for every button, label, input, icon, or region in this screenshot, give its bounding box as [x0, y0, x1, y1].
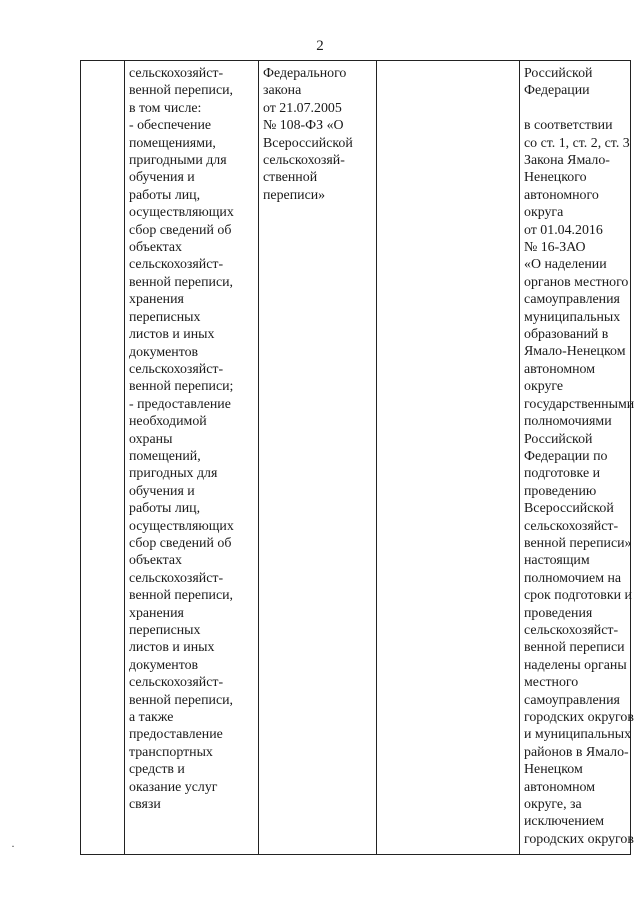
- cell-text-line: образований в: [524, 327, 609, 343]
- cell-text-line: Российской: [524, 66, 593, 81]
- cell-text-line: срок подготовки и: [524, 588, 632, 604]
- cell-text-line: сбор сведений об: [129, 222, 232, 238]
- cell-text-line: связи: [129, 797, 161, 813]
- cell-text-line: переписных: [129, 623, 201, 638]
- document-table: [80, 60, 635, 855]
- cell-text-line: ственной: [263, 170, 318, 186]
- cell-text-line: необходимой: [129, 414, 207, 430]
- cell-text-line: автономного: [524, 187, 599, 203]
- cell-text-line: переписи»: [263, 187, 326, 203]
- cell-text-line: документов: [129, 344, 199, 360]
- cell-text-line: листов и иных: [129, 327, 215, 343]
- cell-text-line: венной переписи: [524, 640, 625, 656]
- cell-text-line: наделены органы: [524, 657, 627, 673]
- cell-text-line: местного: [524, 675, 579, 691]
- cell-text-line: в том числе:: [129, 100, 202, 116]
- cell-text-line: охраны: [129, 431, 173, 447]
- cell-text-line: от 21.07.2005: [263, 100, 342, 116]
- cell-text-line: № 108-ФЗ «О: [263, 118, 344, 134]
- cell-text-line: - предоставление: [129, 396, 231, 412]
- cell-text-line: автономном: [524, 779, 596, 795]
- cell-text-line: средств и: [129, 762, 185, 778]
- cell-text-line: Ненецком: [524, 762, 583, 778]
- cell-text-line: объектах: [129, 240, 182, 256]
- cell-text-line: подготовке и: [524, 466, 601, 482]
- cell-text-line: сбор сведений об: [129, 535, 232, 551]
- cell-text-line: Ненецкого: [524, 170, 587, 186]
- table-cell-col5: [520, 61, 635, 855]
- cell-text-line: обучения и: [129, 483, 195, 499]
- table-cell-col3: [259, 61, 377, 855]
- cell-text-line: объектах: [129, 553, 182, 569]
- table-cell-col2: [125, 61, 259, 855]
- cell-text-line: венной переписи,: [129, 588, 234, 604]
- cell-text-line: помещений,: [129, 448, 201, 464]
- cell-text-line: венной переписи,: [129, 692, 234, 708]
- cell-text-line: - обеспечение: [129, 118, 212, 134]
- cell-text-line: сельскохозяйст-: [129, 66, 224, 81]
- cell-text-line: осуществляющих: [129, 518, 234, 534]
- cell-text-line: пригодных для: [129, 466, 218, 482]
- cell-text-line: государственными: [524, 396, 635, 412]
- cell-text-line: сельскохозяйст-: [524, 518, 619, 534]
- cell-text-line: венной переписи,: [129, 274, 234, 290]
- cell-text-line: оказание услуг: [129, 779, 218, 795]
- cell-text-line: сельскохозяйст-: [129, 257, 224, 273]
- cell-text-line: Ямало-Ненецком: [524, 344, 626, 360]
- cell-text-line: а также: [129, 710, 174, 726]
- table-row: [81, 61, 631, 855]
- cell-text-line: осуществляющих: [129, 205, 234, 221]
- cell-text-line: закона: [263, 83, 302, 99]
- cell-text-line: проведения: [524, 605, 593, 621]
- cell-text-line: городских округов: [524, 831, 634, 847]
- cell-text-line: помещениями,: [129, 135, 216, 151]
- cell-text-line: со ст. 1, ст. 2, ст. 3: [524, 135, 630, 151]
- table-cell-col1: [81, 61, 125, 855]
- cell-text-line: Всероссийской: [263, 135, 353, 151]
- cell-text-line: Федерации по: [524, 448, 608, 464]
- cell-text-line: № 16-ЗАО: [524, 240, 586, 256]
- cell-text-line: муниципальных: [524, 309, 621, 325]
- cell-text-line: полномочием на: [524, 570, 622, 586]
- cell-text-line: сельскохозяйст-: [524, 622, 619, 638]
- cell-text-line: Закона Ямало-: [524, 153, 610, 169]
- table-cell-col4: [377, 61, 520, 855]
- cell-text-line: транспортных: [129, 744, 213, 760]
- cell-text-line: самоуправления: [524, 292, 620, 308]
- cell-text-line: пригодными для: [129, 153, 227, 169]
- cell-text-line: настоящим: [524, 553, 590, 569]
- cell-text-line: городских округов: [524, 710, 634, 726]
- cell-text-line: сельскохозяйст-: [129, 361, 224, 377]
- cell-text-line: округе, за: [524, 797, 582, 813]
- scan-speck: ·: [11, 839, 15, 853]
- cell-text-line: Всероссийской: [524, 501, 614, 517]
- cell-text-line: предоставление: [129, 727, 223, 743]
- cell-text-line: проведению: [524, 483, 597, 499]
- cell-text-line: обучения и: [129, 170, 195, 186]
- blank-line: [524, 100, 626, 117]
- cell-text-line: листов и иных: [129, 640, 215, 656]
- cell-text-line: полномочиями: [524, 414, 612, 430]
- cell-text-line: автономном: [524, 361, 596, 377]
- cell-text-line: хранения: [129, 605, 184, 621]
- cell-text-line: венной переписи»: [524, 535, 632, 551]
- cell-text-line: и муниципальных: [524, 727, 632, 743]
- cell-text-line: исключением: [524, 814, 605, 830]
- cell-text-line: Федерации: [524, 83, 590, 99]
- cell-text-line: от 01.04.2016: [524, 222, 603, 238]
- cell-text-line: работы лиц,: [129, 187, 201, 203]
- cell-text-line: округа: [524, 205, 564, 221]
- cell-text-line: Российской: [524, 431, 593, 447]
- cell-text-line: венной переписи;: [129, 379, 234, 395]
- cell-text-line: документов: [129, 657, 199, 673]
- cell-text-line: органов местного: [524, 274, 629, 290]
- cell-text-line: сельскохозяйст-: [129, 570, 224, 586]
- cell-text-line: районов в Ямало-: [524, 744, 629, 760]
- cell-text-line: самоуправления: [524, 692, 620, 708]
- cell-text-line: сельскохозяйст-: [129, 675, 224, 691]
- cell-text-line: работы лиц,: [129, 501, 201, 517]
- cell-text-line: хранения: [129, 292, 184, 308]
- cell-text-line: «О наделении: [524, 257, 607, 273]
- cell-text-line: округе: [524, 379, 564, 395]
- page-number: 2: [316, 38, 324, 54]
- cell-text-line: переписных: [129, 309, 201, 325]
- cell-text-line: венной переписи,: [129, 83, 234, 99]
- cell-text-line: в соответствии: [524, 118, 613, 134]
- cell-text-line: Федерального: [263, 66, 347, 81]
- cell-text-line: сельскохозяй-: [263, 153, 345, 169]
